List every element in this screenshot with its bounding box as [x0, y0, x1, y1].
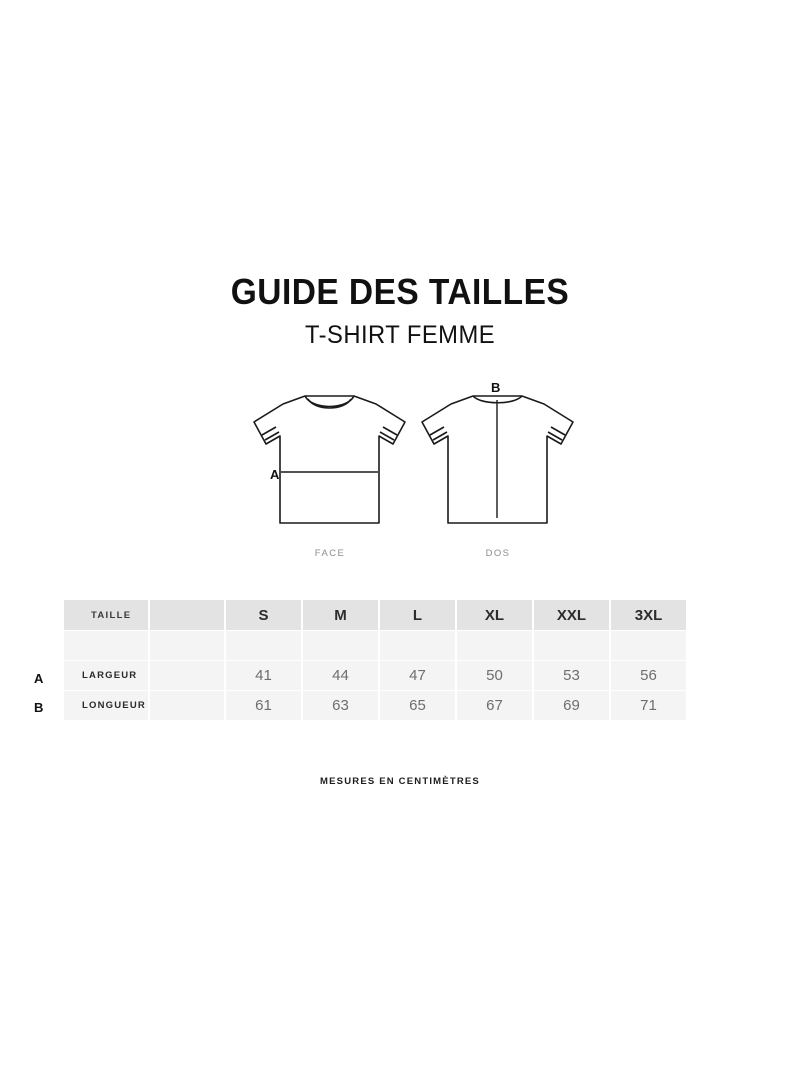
header-size-xxl: XXL [533, 600, 610, 630]
header-size-l: L [379, 600, 456, 630]
tshirt-illustration [0, 378, 800, 568]
header-size-m: M [302, 600, 379, 630]
size-table-wrapper [64, 600, 764, 720]
row-letter-a: A [34, 671, 44, 686]
row-label-longueur: LONGUEUR [64, 691, 149, 720]
table-header-row [64, 600, 764, 630]
page-subtitle: T-SHIRT FEMME [304, 320, 496, 349]
row-letter-b: B [34, 700, 44, 715]
row-label-largeur: LARGEUR [64, 661, 149, 690]
row-longueur-end [687, 691, 764, 720]
caption-face: FACE [314, 548, 346, 559]
row-largeur-xxl: 53 [533, 661, 610, 690]
header-size-3xl: 3XL [610, 600, 687, 630]
row-longueur-l: 65 [379, 691, 456, 720]
spacer-cell-3 [225, 631, 302, 660]
spacer-cell-1 [64, 631, 149, 660]
row-longueur-xxl: 69 [533, 691, 610, 720]
header-corner-label: TAILLE [64, 600, 149, 630]
illustration-captions [0, 548, 800, 564]
spacer-cell-8 [610, 631, 687, 660]
size-table [64, 600, 764, 720]
spacer-cell-2 [149, 631, 225, 660]
row-largeur-3xl: 56 [610, 661, 687, 690]
header-size-s: S [225, 600, 302, 630]
row-largeur-l: 47 [379, 661, 456, 690]
row-largeur-s: 41 [225, 661, 302, 690]
spacer-cell-4 [302, 631, 379, 660]
tshirt-front-shape [254, 396, 405, 523]
header-end-cell [687, 600, 764, 630]
spacer-end-cell [687, 631, 764, 660]
title-block [0, 272, 800, 349]
table-row [64, 691, 764, 720]
row-largeur-xl: 50 [456, 661, 533, 690]
row-largeur-end [687, 661, 764, 690]
measurement-unit-note: MESURES EN CENTIMÈTRES [320, 776, 480, 787]
spacer-cell-7 [533, 631, 610, 660]
tshirt-back-shape [422, 396, 573, 523]
table-row [64, 661, 764, 690]
row-longueur-s: 61 [225, 691, 302, 720]
marker-b-label: B [491, 380, 501, 395]
header-size-xl: XL [456, 600, 533, 630]
row-largeur-m: 44 [302, 661, 379, 690]
page-title: GUIDE DES TAILLES [230, 271, 570, 312]
spacer-cell-6 [456, 631, 533, 660]
row-largeur-blank [149, 661, 225, 690]
caption-dos: DOS [485, 548, 511, 559]
row-longueur-blank [149, 691, 225, 720]
row-longueur-xl: 67 [456, 691, 533, 720]
row-longueur-m: 63 [302, 691, 379, 720]
table-spacer-row [64, 631, 764, 660]
header-spacer-cell [149, 600, 225, 630]
row-longueur-3xl: 71 [610, 691, 687, 720]
spacer-cell-5 [379, 631, 456, 660]
marker-a-label: A [270, 467, 280, 482]
